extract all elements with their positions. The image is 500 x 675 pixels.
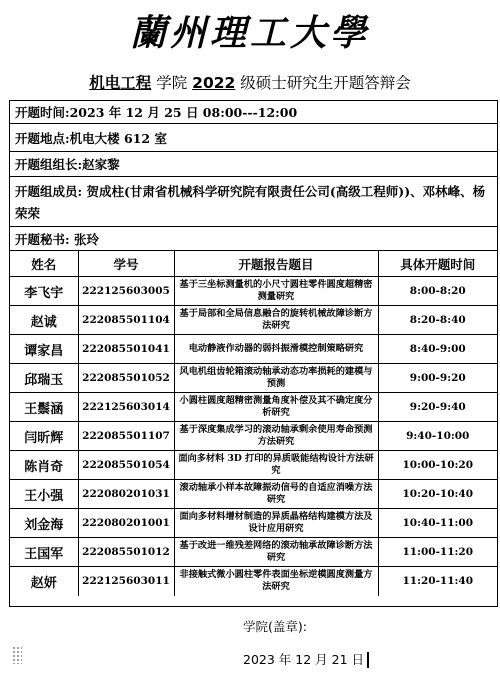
title-rest: 级硕士研究生开题答辩会 (240, 74, 411, 92)
report-topic: 小圆柱圆度超精密测量角度补偿及其不确定度分析研究 (174, 393, 378, 422)
slot-time: 9:40-10:00 (378, 422, 497, 451)
student-name: 王鬃涵 (10, 393, 78, 422)
student-name: 王国军 (10, 538, 78, 567)
college-seal-label: 学院(盖章): (243, 619, 307, 634)
student-id: 222125603005 (78, 277, 174, 306)
info-leader: 开题组组长:赵家黎 (10, 152, 497, 177)
student-name: 赵妍 (10, 567, 78, 596)
report-topic: 风电机组齿轮箱滚动轴承动态功率损耗的建模与预测 (174, 364, 378, 393)
slot-time: 10:20-10:40 (378, 480, 497, 509)
title-dept: 机电工程 (89, 74, 152, 92)
table-row (10, 422, 497, 451)
report-topic: 基于改进一维残差网络的滚动轴承故障诊断方法研究 (174, 538, 378, 567)
drag-handle-icon[interactable] (12, 646, 22, 664)
info-members: 开题组成员: 贺成柱(甘肃省机械科学研究院有限责任公司(高级工程师))、邓林峰、杨荣荣 (10, 177, 497, 227)
slot-time: 10:40-11:00 (378, 509, 497, 538)
table-header-row (10, 251, 497, 277)
slot-time: 9:00-9:20 (378, 364, 497, 393)
student-name: 邱瑞玉 (10, 364, 78, 393)
slot-time: 8:20-8:40 (378, 306, 497, 335)
slot-time: 11:20-11:40 (378, 567, 497, 596)
student-id: 222085501052 (78, 364, 174, 393)
slot-time: 8:40-9:00 (378, 335, 497, 364)
student-id: 222085501041 (78, 335, 174, 364)
slot-time: 8:00-8:20 (378, 277, 497, 306)
student-id: 222085501107 (78, 422, 174, 451)
student-id: 222085501054 (78, 451, 174, 480)
student-id: 222125603011 (78, 567, 174, 596)
student-name: 赵诚 (10, 306, 78, 335)
slot-time: 9:20-9:40 (378, 393, 497, 422)
report-topic: 面向多材料 3D 打印的异质吸能结构设计方法研究 (174, 451, 378, 480)
header-time: 具体开题时间 (378, 251, 497, 277)
table-row (10, 393, 497, 422)
table-row (10, 306, 497, 335)
report-topic: 基于三坐标测量机的小尺寸圆柱零件圆度超精密测量研究 (174, 277, 378, 306)
slot-time: 11:00-11:20 (378, 538, 497, 567)
table-row (10, 538, 497, 567)
schedule-sheet (9, 100, 498, 607)
student-name: 陈肖奇 (10, 451, 78, 480)
university-logo: 蘭州理工大學 (129, 12, 370, 54)
student-id: 222125603014 (78, 393, 174, 422)
report-topic: 基于深度集成学习的滚动轴承剩余使用寿命预测方法研究 (174, 422, 378, 451)
report-topic: 电动静液作动器的弱抖振滑模控制策略研究 (174, 335, 378, 364)
student-id: 222080201031 (78, 480, 174, 509)
report-topic: 非接触式微小圆柱零件表面坐标逆模圆度测量方法研究 (174, 567, 378, 596)
info-time: 开题时间:2023 年 12 月 25 日 08:00---12:00 (10, 101, 497, 124)
info-secretary: 开题秘书: 张玲 (10, 227, 497, 251)
header-name: 姓名 (10, 251, 78, 277)
header-topic: 开题报告题目 (174, 251, 378, 277)
header-id: 学号 (78, 251, 174, 277)
info-place: 开题地点:机电大楼 612 室 (10, 124, 497, 152)
page-title (0, 70, 500, 96)
student-name: 李飞宇 (10, 277, 78, 306)
report-topic: 面向多材料增材制造的异质晶格结构建模方法及设计应用研究 (174, 509, 378, 538)
student-name: 闫昕辉 (10, 422, 78, 451)
report-topic: 基于局部和全局信息融合的旋转机械故障诊断方法研究 (174, 306, 378, 335)
student-name: 谭家昌 (10, 335, 78, 364)
student-id: 222085501104 (78, 306, 174, 335)
student-id: 222085501012 (78, 538, 174, 567)
table-row (10, 335, 497, 364)
student-id: 222080201001 (78, 509, 174, 538)
student-name: 刘金海 (10, 509, 78, 538)
document-date[interactable]: 2023 年 12 月 21 日 (243, 652, 369, 668)
table-row (10, 509, 497, 538)
title-year: 2022 (192, 74, 236, 92)
slot-time: 10:00-10:20 (378, 451, 497, 480)
schedule-table (10, 251, 497, 596)
table-row (10, 451, 497, 480)
title-college: 学院 (156, 74, 188, 92)
table-row (10, 277, 497, 306)
table-row (10, 480, 497, 509)
report-topic: 滚动轴承小样本故障振动信号的自适应消噪方法研究 (174, 480, 378, 509)
student-name: 王小强 (10, 480, 78, 509)
table-row (10, 567, 497, 596)
table-row (10, 364, 497, 393)
